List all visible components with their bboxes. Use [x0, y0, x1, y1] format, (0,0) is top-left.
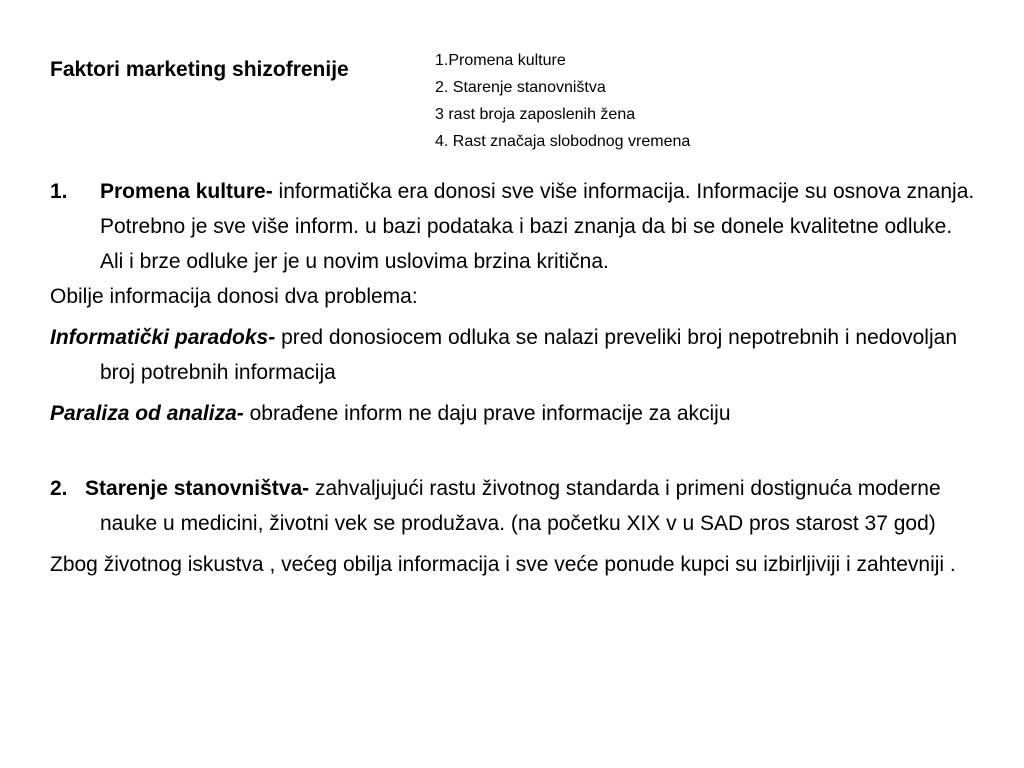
paradox-paragraph: [50, 320, 980, 390]
closing-paragraph: Zbog životnog iskustva , većeg obilja informacija i sve veće ponude kupci su izbirljiviji i zahtevniji .: [50, 553, 956, 576]
section-1-number: 1.: [50, 180, 68, 203]
factor-item: 2. Starenje stanovništva: [435, 79, 606, 96]
paralysis-text: obrađene inform ne daju prave informacije za akciju: [243, 402, 731, 425]
section-2-text: zahvaljujući rastu životnog standarda i primeni dostignuća moderne nauke u medicini, životni vek se produžava. (na početku XIX v u SAD pros starost 37 god): [100, 477, 941, 535]
section-1-text: informatička era donosi sve više informacija. Informacije su osnova znanja. Potrebno je sve više inform. u bazi podataka i bazi znanja da bi se donele kvalitetne odluke. Ali i brze odluke jer je u novim uslovima brzina kritična.: [100, 180, 975, 273]
slide-body: [50, 174, 980, 582]
problems-intro: Obilje informacija donosi dva problema:: [50, 285, 418, 308]
section-1-paragraph: [50, 174, 980, 279]
section-1-term: Promena kulture-: [100, 180, 273, 203]
section-2-paragraph: [50, 471, 980, 541]
section-2-number: 2.: [50, 477, 68, 500]
slide-title: Faktori marketing shizofrenije: [50, 58, 349, 81]
factor-list: [435, 47, 690, 155]
paradox-text: pred donosiocem odluka se nalazi preveliki broj nepotrebnih i nedovoljan broj potrebnih informacija: [100, 326, 957, 384]
factor-item: 4. Rast značaja slobodnog vremena: [435, 133, 691, 150]
paralysis-paragraph: [50, 396, 980, 431]
section-2-term: Starenje stanovništva-: [85, 477, 310, 500]
factor-item: 1.Promena kulture: [435, 52, 566, 69]
paralysis-term: Paraliza od analiza-: [50, 402, 244, 425]
factor-item: 3 rast broja zaposlenih žena: [435, 106, 636, 123]
paradox-term: Informatički paradoks-: [50, 326, 276, 349]
